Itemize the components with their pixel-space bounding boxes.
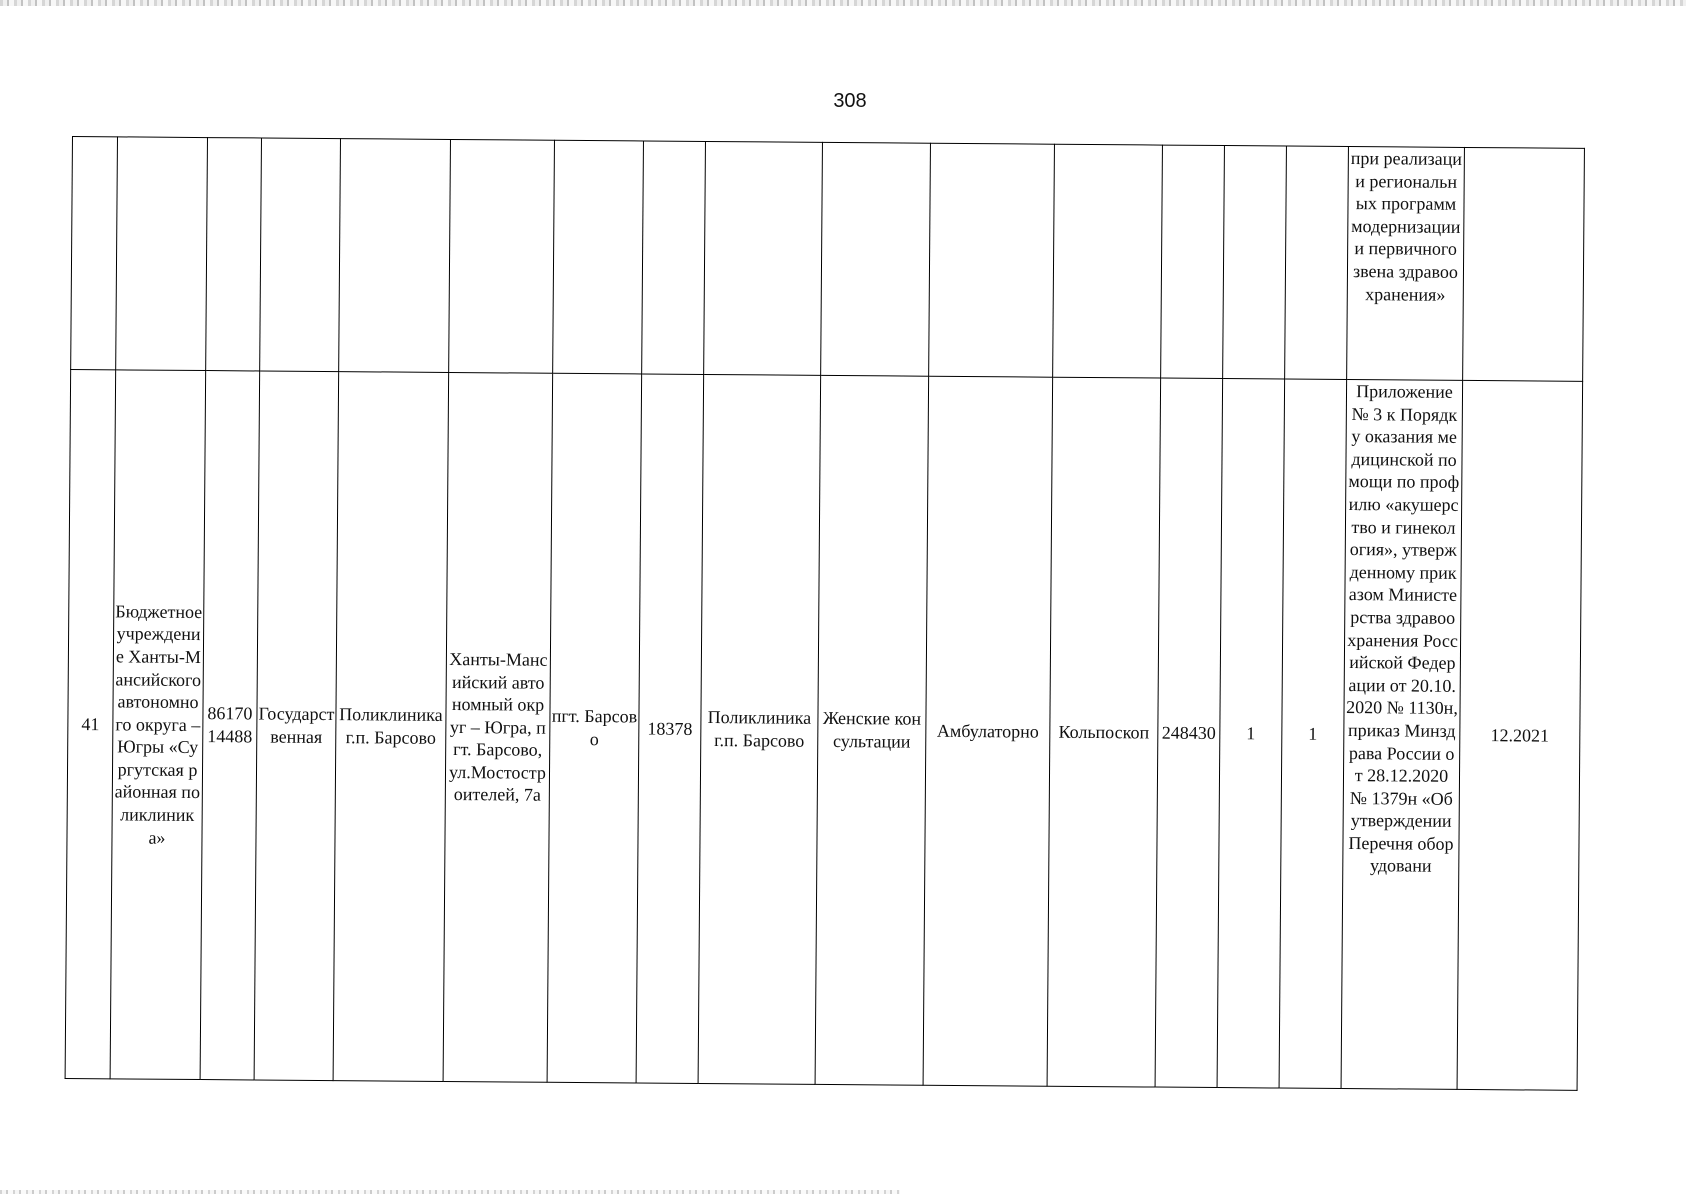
cell-address [449,139,555,373]
cell-care-form: Амбулаторно [923,376,1053,1086]
cell-inn: 8617014488 [200,371,260,1080]
cell-organization [116,137,208,371]
cell-locality: пгт. Барсово [547,373,642,1083]
cell-department: Женские консультации [815,375,929,1085]
cell-locality [553,140,644,374]
cell-department [821,142,931,376]
cell-code: 248430 [1155,378,1223,1087]
page-number: 308 [833,90,867,112]
table-row [65,369,1583,1090]
scan-edge-top [0,0,1686,6]
cell-equipment [1053,144,1163,378]
cell-organization: Бюджетное учреждение Ханты-Мансийского автономного округа – Югры «Сургутская районная поликлиника» [110,370,206,1080]
cell-subdivision [339,139,451,373]
cell-equipment: Кольпоскоп [1047,377,1161,1087]
cell-subdivision: Поликлиника г.п. Барсово [333,372,449,1082]
cell-population: 18378 [636,374,704,1083]
cell-quantity: 1 [1217,379,1285,1088]
cell-address: Ханты-Мансийский автономный округ – Югра, пгт. Барсово, ул.Мостостроителей, 7а [443,372,553,1082]
cell-number [71,137,118,370]
cell-quantity-2: 1 [1279,379,1347,1088]
scan-edge-bottom [0,1190,900,1194]
equipment-table [65,136,1585,1091]
cell-ownership [260,138,341,372]
cell-facility: Поликлиника г.п. Барсово [698,374,821,1084]
cell-legal-basis: при реализации региональных программ модернизации и первичного звена здравоохранения» [1347,147,1465,381]
cell-code [1161,145,1225,378]
cell-legal-basis: Приложение № 3 к Порядку оказания медицинской помощи по профилю «акушерство и гинекология», утвержденному приказом Министерства здравоохранения Российской Федерации от 20.10.2020 № 1130н, приказ Минздрава России от 28.12.2020 № 1379н «Об утверждении Перечня оборудовани [1341,380,1463,1090]
cell-facility [704,141,823,375]
cell-ownership: Государственная [254,371,339,1081]
table-row [71,137,1585,382]
cell-quantity-2 [1285,146,1349,379]
cell-care-form [929,143,1055,377]
cell-inn [206,138,262,371]
cell-population [642,141,706,374]
cell-quantity [1223,146,1287,379]
cell-date: 12.2021 [1457,380,1583,1090]
cell-number: 41 [65,369,116,1078]
cell-date [1463,147,1585,381]
